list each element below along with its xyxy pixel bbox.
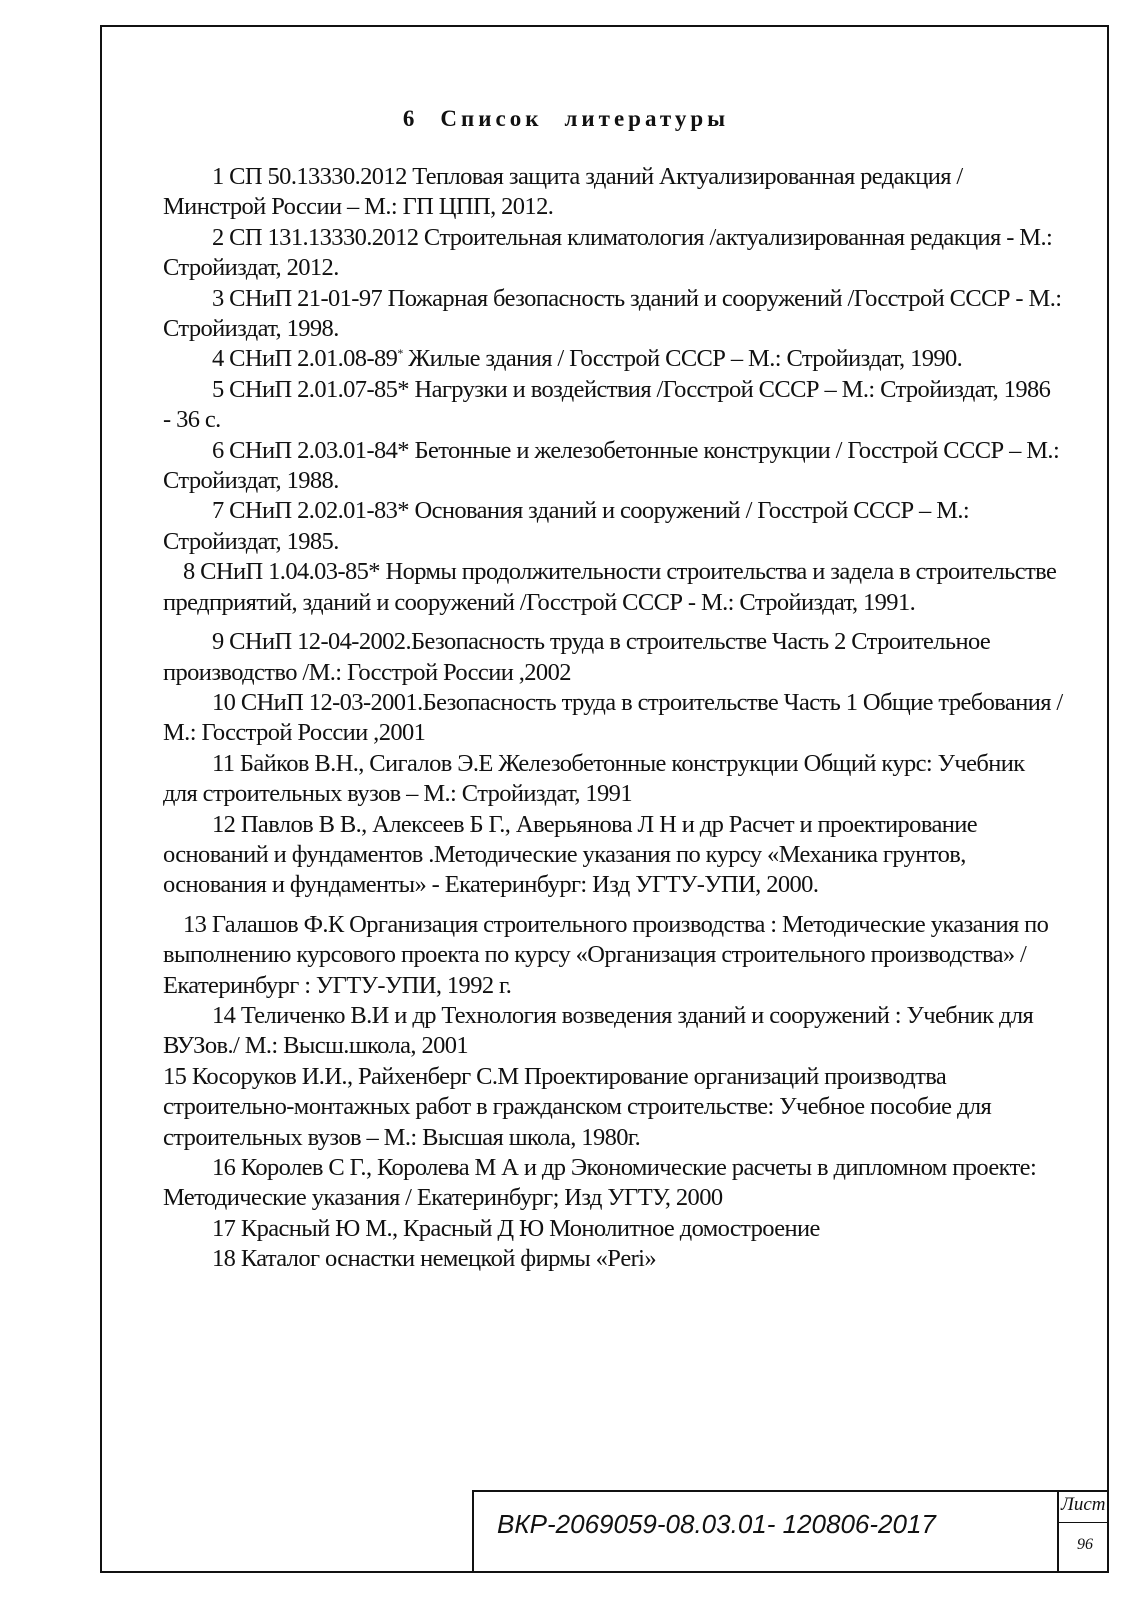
footnote-mark: * (397, 346, 403, 361)
reference-item-8: 8 СНиП 1.04.03-85* Нормы продолжительности строительства и задела в строительстве предприятий, зданий и сооружений /Госстрой СССР - М.: Стройиздат, 1991. (163, 558, 1057, 616)
reference-item-13: 13 Галашов Ф.К Организация строительного производства : Методические указания по выполнению курсового проекта по курсу «Организация строительного производства» / Екатеринбург : УГТУ-УПИ, 1992 г. (163, 910, 1049, 999)
sheet-number: 96 (1077, 1536, 1093, 1553)
reference-item-14: 14 Теличенко В.И и др Технология возведения зданий и сооружений : Учебник для ВУЗов./ М.: Высш.школа, 2001 (163, 1001, 1034, 1060)
section-title (0, 106, 1132, 132)
section-number: 6 (402, 106, 419, 131)
reference-item-16: 16 Королев С Г., Королева М А и др Экономические расчеты в дипломном проекте: Методические указания / Екатеринбург; Изд УГТУ, 2000 (163, 1154, 1037, 1212)
document-code: ВКР-2069059-08.03.01- 120806-2017 (497, 1509, 936, 1539)
sheet-divider (1059, 1522, 1109, 1523)
reference-item-4-end: Жилые здания / Госстрой СССР – М.: Стройиздат, 1990. (402, 345, 963, 373)
reference-item-3: 3 СНиП 21-01-97 Пожарная безопасность зданий и сооружений /Госстрой СССР - М.: Стройиздат, 1998. (163, 284, 1062, 343)
sheet-label: Лист (1061, 1494, 1106, 1515)
reference-item-7: 7 СНиП 2.02.01-83* Основания зданий и сооружений / Госстрой СССР – М.: Стройиздат, 1985. (163, 497, 970, 555)
reference-item-4-start: 4 СНиП 2.01.08-89 (212, 345, 398, 373)
reference-item-10: 10 СНиП 12-03-2001.Безопасность труда в строительстве Часть 1 Общие требования /М.: Госстрой России ,2001 (163, 688, 1063, 747)
reference-item-2: 2 СП 131.13330.2012 Строительная климатология /актуализированная редакция - М.: Стройиздат, 2012. (163, 223, 1053, 282)
reference-item-9: 9 СНиП 12-04-2002.Безопасность труда в строительстве Часть 2 Строительное производство /М.: Госстрой России ,2002 (163, 628, 991, 686)
reference-item-17: 17 Красный Ю М., Красный Д Ю Монолитное домостроение (212, 1214, 820, 1242)
bibliography-list (163, 162, 1063, 1275)
reference-item-6: 6 СНиП 2.03.01-84* Бетонные и железобетонные конструкции / Госстрой СССР – М.: Стройиздат, 1988. (163, 436, 1060, 495)
reference-item-5: 5 СНиП 2.01.07-85* Нагрузки и воздействия /Госстрой СССР – М.: Стройиздат, 1986 - 36 с. (163, 375, 1051, 434)
section-title-word-2: литературы (564, 106, 730, 131)
reference-item-4 (163, 344, 1063, 374)
reference-item-11: 11 Байков В.Н., Сигалов Э.Е Железобетонные конструкции Общий курс: Учебник для строительных вузов – М.: Стройиздат, 1991 (163, 749, 1025, 808)
reference-item-1: 1 СП 50.13330.2012 Тепловая защита зданий Актуализированная редакция /Минстрой России – М.: ГП ЦПП, 2012. (163, 163, 963, 221)
reference-item-15: 15 Косоруков И.И., Райхенберг С.М Проектирование организаций производтва строительно-монтажных работ в гражданском строительстве: Учебное пособие для строительных вузов – М.: Высшая школа, 1980г. (163, 1062, 992, 1151)
reference-item-18: 18 Каталог оснастки немецкой фирмы «Peri» (212, 1245, 657, 1273)
sheet-cell (1057, 1490, 1109, 1573)
reference-item-12: 12 Павлов В В., Алексеев Б Г., Аверьянова Л Н и др Расчет и проектирование оснований и фундаментов .Методические указания по курсу «Механика грунтов, основания и фундаменты» - Екатеринбург: Изд УГТУ-УПИ, 2000. (163, 810, 978, 899)
section-title-word-1: Список (440, 106, 543, 131)
